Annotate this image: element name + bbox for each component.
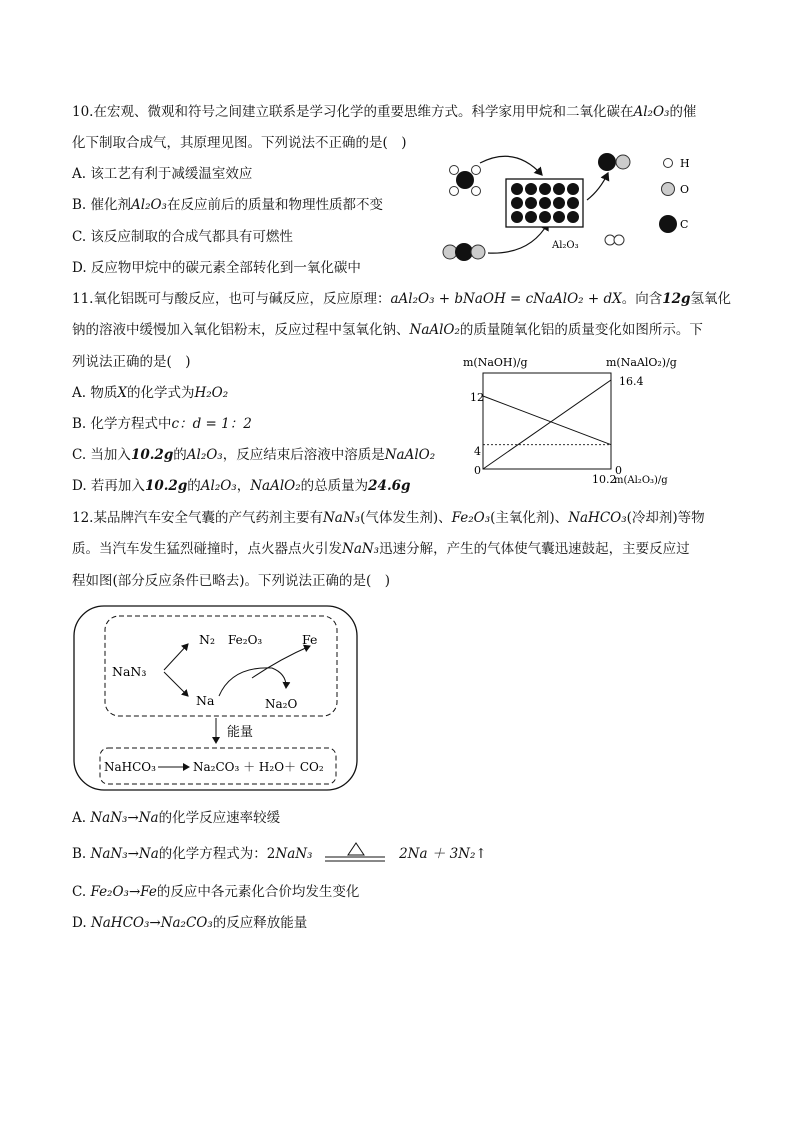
q11-stem-text3: 列说法正确的是( ) (72, 354, 191, 370)
q12-option-d-label: D. (72, 915, 91, 931)
q11-option-a-text: A. 物质 (72, 385, 118, 401)
q11-formula-naalo2: NaAlO₂ (409, 322, 460, 338)
q12-stem-line3 (72, 571, 390, 591)
q10-option-c-text: C. 该反应制取的合成气都具有可燃性 (72, 229, 293, 245)
chart-frame (483, 373, 611, 469)
q11-option-a-mid: 的化学式为 (126, 385, 195, 401)
q11-option-a[interactable] (72, 383, 228, 403)
q12-stem-text: 12.某品牌汽车安全气囊的产气药剂主要有 (72, 510, 323, 526)
q10-stem-text2: 化下制取合成气，其原理见图。下列说法不正确的是( ) (72, 135, 407, 151)
q11-option-d-mid3: 的总质量为 (300, 478, 369, 494)
q11-option-d-end: 24.6g (368, 478, 411, 494)
q12-option-c-text: 的反应中各元素化合价均发生变化 (156, 884, 360, 900)
legend-h-icon (664, 159, 673, 168)
flow-arrow-n2 (164, 644, 188, 670)
arrow-out (587, 173, 608, 200)
q11-option-d[interactable] (72, 476, 410, 496)
q12-stem-line2 (72, 539, 690, 559)
q11-option-c-mass: 10.2g (130, 447, 174, 463)
chart-naoh-series (483, 396, 611, 445)
q12-formula-nan3: NaN₃ (322, 510, 361, 526)
q12-option-a-formula: NaN₃→Na (90, 810, 159, 826)
chart-left-tick-0: 0 (474, 464, 481, 477)
q12-formula-nan3-b: NaN₃ (342, 541, 380, 557)
co-molecule (598, 153, 630, 171)
q12-option-b-text: 的化学方程式为：2 (158, 846, 276, 862)
q12-option-d[interactable] (72, 913, 307, 933)
q10-option-a-text: A. 该工艺有利于减缓温室效应 (72, 166, 253, 182)
q12-stem-text3: 程如图(部分反应条件已略去)。下列说法正确的是( ) (72, 573, 391, 589)
q11-option-d-formula2: NaAlO₂ (250, 478, 301, 494)
legend-h-label: H (680, 157, 690, 170)
q12-stem-b: (主氧化剂)、 (490, 510, 569, 526)
flow-fe: Fe (302, 632, 318, 647)
q11-stem-text2b: 的质量随氧化铝的质量变化如图所示。下 (459, 322, 703, 338)
chart-left-axis-label: m(NaOH)/g (463, 356, 528, 369)
q10-stem-text-end: 的催 (669, 104, 697, 120)
flow-arrow-na (164, 672, 188, 696)
q12-option-b[interactable] (72, 844, 487, 865)
q11-equation: aAl₂O₃ + bNaOH = cNaAlO₂ + dX (390, 291, 622, 307)
flow-na2o: Na₂O (265, 697, 298, 711)
chart-right-axis-label: m(NaAlO₂)/g (606, 356, 677, 369)
q11-stem-line3 (72, 352, 191, 372)
legend-c-label: C (680, 218, 689, 231)
q11-option-c-end: NaAlO₂ (384, 447, 436, 463)
q12-flow-diagram (72, 604, 362, 794)
q10-option-a[interactable] (72, 164, 252, 184)
legend-o-icon (662, 183, 675, 196)
q11-option-c[interactable] (72, 445, 435, 465)
q11-stem-line2 (72, 320, 703, 340)
catalyst-atoms (511, 183, 579, 223)
q11-option-d-mass: 10.2g (144, 478, 188, 494)
catalyst-label: Al₂O₃ (552, 240, 579, 251)
flow-na: Na (196, 693, 215, 708)
flow-arrow-na2o (219, 668, 286, 696)
q12-stem-a: (气体发生剂)、 (360, 510, 452, 526)
flow-fe2o3: Fe₂O₃ (228, 633, 263, 647)
flow-n2: N₂ (199, 632, 215, 647)
q12-option-c-formula: Fe₂O₃→Fe (90, 884, 157, 900)
q11-option-d-mid: 的 (187, 478, 201, 494)
q10-reaction-diagram (440, 145, 710, 270)
q11-stem-line1 (72, 289, 731, 309)
q11-option-d-mid2: ， (236, 478, 251, 494)
q12-stem-c: (冷却剂)等物 (626, 510, 705, 526)
q12-option-b-label: B. (72, 846, 91, 862)
q11-option-b-expr: c：d = 1：2 (171, 416, 252, 432)
legend-c-icon (659, 215, 677, 233)
flow-energy-label: 能量 (227, 725, 254, 740)
atom-legend (659, 157, 690, 233)
q12-stem-line1 (72, 508, 705, 528)
legend-o-label: O (680, 183, 690, 196)
chart-right-tick-0: 0 (615, 464, 622, 477)
q11-option-c-mid: 的 (173, 447, 187, 463)
q10-stem-text: 10.在宏观、微观和符号之间建立联系是学习化学的重要思维方式。科学家用甲烷和二氧化碳在 (72, 104, 634, 120)
q11-mass-chart (460, 350, 710, 490)
q12-option-a-label: A. (72, 810, 91, 826)
q10-catalyst-formula: Al₂O₃ (633, 104, 670, 120)
q11-option-c-formula: Al₂O₃ (186, 447, 223, 463)
q11-option-d-text: D. 若再加入 (72, 478, 145, 494)
q12-option-b-reactant: NaN₃ (275, 846, 313, 862)
flow-bottom-products: Na₂CO₃ ＋ H₂O＋ CO₂ (193, 760, 324, 774)
q12-option-b-products: 2Na ＋ 3N₂↑ (399, 846, 487, 862)
q11-option-b[interactable] (72, 414, 252, 434)
q12-formula-fe2o3: Fe₂O₃ (451, 510, 491, 526)
q11-stem-text-b: 。向含 (621, 291, 663, 307)
q11-stem-text2: 钠的溶液中缓慢加入氧化铝粉末，反应过程中氢氧化钠、 (72, 322, 410, 338)
co2-molecule (443, 243, 485, 261)
q11-mass-12g: 12g (662, 291, 691, 307)
chart-x-axis-label: m(Al₂O₃)/g (614, 475, 668, 486)
flow-nan3: NaN₃ (112, 664, 147, 679)
chart-right-tick-16-4: 16.4 (619, 375, 644, 388)
q12-formula-nahco3: NaHCO₃ (568, 510, 627, 526)
q12-option-a-text: 的化学反应速率较缓 (158, 810, 281, 826)
q10-option-d-text: D. 反应物甲烷中的碳元素全部转化到一氧化碳中 (72, 260, 361, 276)
q12-option-b-formula: NaN₃→Na (90, 846, 159, 862)
q10-option-b-formula: Al₂O₃ (131, 197, 167, 213)
q11-option-a-x: X (117, 385, 127, 401)
chart-x-tick-10-2: 10.2 (592, 473, 617, 486)
q10-option-c[interactable] (72, 227, 293, 247)
q10-stem-line2 (72, 133, 407, 153)
q11-stem-text: 11.氧化铝既可与酸反应，也可与碱反应，反应原理： (72, 291, 391, 307)
q12-stem-text2: 质。当汽车发生猛烈碰撞时，点火器点火引发 (72, 541, 342, 557)
q12-option-d-formula: NaHCO₃→Na₂CO₃ (90, 915, 213, 931)
q11-option-d-formula: Al₂O₃ (200, 478, 237, 494)
methane-molecule (450, 166, 481, 196)
q10-option-d[interactable] (72, 258, 361, 278)
chart-naalo2-series (483, 380, 611, 469)
q12-option-a[interactable] (72, 808, 280, 828)
q10-option-b-text: B. 催化剂 (72, 197, 132, 213)
chart-left-tick-4: 4 (474, 445, 481, 458)
q10-option-b-text2: 在反应前后的质量和物理性质都不变 (166, 197, 383, 213)
heat-triangle-icon (325, 839, 387, 863)
q11-option-c-mid2: ，反应结束后溶液中溶质是 (222, 447, 385, 463)
q11-stem-text-c: 氢氧化 (690, 291, 731, 307)
flow-nahco3: NaHCO₃ (104, 760, 156, 774)
heat-condition-sign (325, 845, 387, 865)
q12-stem-text2b: 迅速分解，产生的气体使气囊迅速鼓起，主要反应过 (379, 541, 690, 557)
q11-option-c-text: C. 当加入 (72, 447, 131, 463)
chart-left-tick-12: 12 (470, 391, 484, 404)
q10-stem-line1 (72, 102, 696, 122)
q11-option-a-formula: H₂O₂ (194, 385, 229, 401)
q11-option-b-text: B. 化学方程式中 (72, 416, 172, 432)
q12-option-d-text: 的反应释放能量 (212, 915, 308, 931)
q12-option-c[interactable] (72, 882, 359, 902)
q10-option-b[interactable] (72, 195, 383, 215)
h2-molecule (605, 235, 624, 245)
arrow-in-top (480, 156, 542, 175)
q12-option-c-label: C. (72, 884, 91, 900)
